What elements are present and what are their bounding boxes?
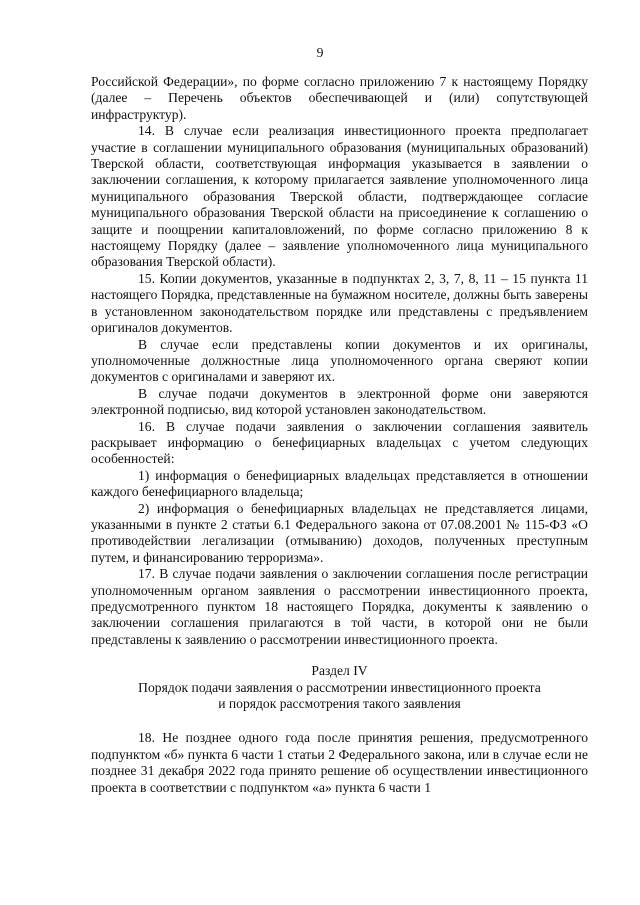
document-body <box>91 74 588 796</box>
paragraph-18: 18. Не позднее одного года после принятия решения, предусмотренного подпунктом «б» пункта 6 части 1 статьи 2 Федерального закона, или в случае если не позднее 31 декабря 2022 года принято решение об осуществлении инвестиционного проекта в соответствии с подпунктом «а» пункта 6 части 1 <box>91 730 588 795</box>
paragraph-15-electronic: В случае подачи документов в электронной форме они заверяются электронной подписью, вид которой установлен законодательством. <box>91 385 588 418</box>
section-title-line-2: и порядок рассмотрения такого заявления <box>218 696 461 712</box>
section-number: Раздел IV <box>311 663 368 679</box>
paragraph-16: 16. В случае подачи заявления о заключении соглашения заявитель раскрывает информацию о бенефициарных владельцах с учетом следующих особенностей: <box>91 418 588 467</box>
paragraph-17: 17. В случае подачи заявления о заключении соглашения после регистрации уполномоченным органом заявления о рассмотрении инвестиционного проекта, предусмотренного пунктом 18 настоящего Порядка, документы к заявлению о заключении соглашения прилагаются в той части, в которой они не были представлены к заявлению о рассмотрении инвестиционного проекта. <box>91 566 588 647</box>
paragraph-16-item-2: 2) информация о бенефициарных владельцах не представляется лицами, указанными в пункте 2 статьи 6.1 Федерального закона от 07.08.2001 № 115-ФЗ «О противодействии легализации (отмыванию) доходов, полученных преступным путем, и финансированию терроризма». <box>91 500 588 565</box>
page-number: 9 <box>316 45 324 60</box>
paragraph-14: 14. В случае если реализация инвестиционного проекта предполагает участие в соглашении муниципального образования (муниципальных образований) Тверской области, соответствующая информация указывается в заявлении о заключении соглашения, к которому прилагается заявление уполномоченного лица муниципального образования Тверской области, подтверждающее согласие муниципального образования Тверской области на присоединение к соглашению о защите и поощрении капиталовложений, по форме согласно приложению 8 к настоящему Порядку (далее – заявление уполномоченного лица муниципального образования Тверской области). <box>91 123 588 270</box>
paragraph-16-item-1: 1) информация о бенефициарных владельцах представляется в отношении каждого бенефициарного владельца; <box>91 467 588 500</box>
paragraph-15: 15. Копии документов, указанные в подпунктах 2, 3, 7, 8, 11 – 15 пункта 11 настоящего Порядка, представленные на бумажном носителе, должны быть заверены в установленном законодательством порядке или представлены с предъявлением оригиналов документов. <box>91 270 588 336</box>
section-title-line-1: Порядок подачи заявления о рассмотрении инвестиционного проекта <box>138 679 541 695</box>
paragraph-15-copies: В случае если представлены копии документов и их оригиналы, уполномоченные должностные лица уполномоченного органа сверяют копии документов с оригиналами и заверяют их. <box>91 336 588 385</box>
paragraph-continuation: Российской Федерации», по форме согласно приложению 7 к настоящему Порядку (далее – Перечень объектов обеспечивающей и (или) сопутствующей инфраструктур). <box>91 74 588 122</box>
